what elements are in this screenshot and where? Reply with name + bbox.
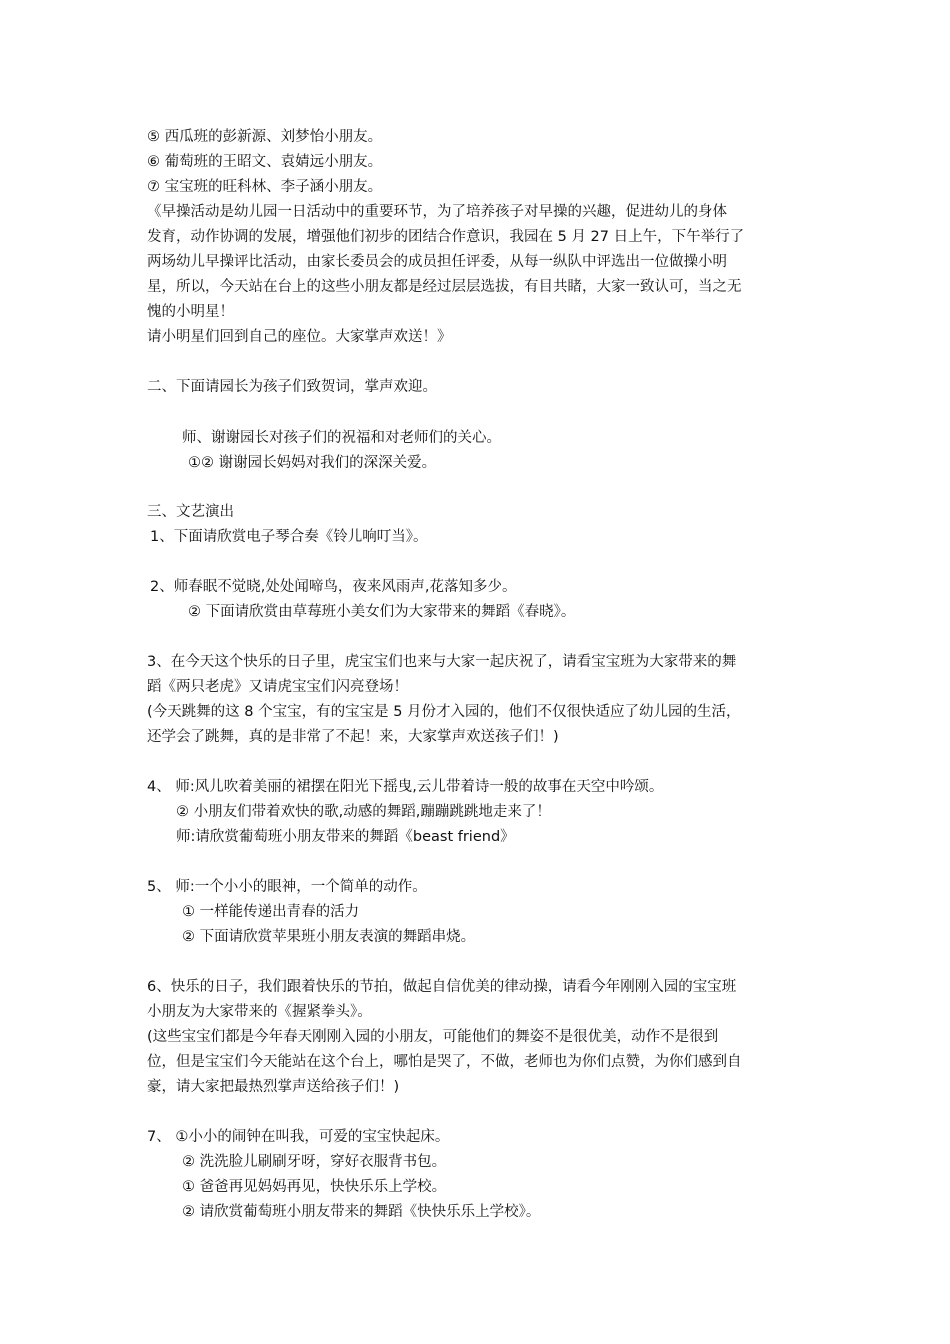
text-line: 愧的小明星！ — [147, 304, 234, 320]
text-line: ⑦ 宝宝班的旺科林、李子涵小朋友。 — [147, 179, 383, 195]
text-line: 豪，请大家把最热烈掌声送给孩子们！) — [147, 1079, 400, 1095]
text-line: 请小明星们回到自己的座位。大家掌声欢送！》 — [147, 329, 452, 345]
text-line: ① 一样能传递出青春的活力 — [182, 904, 360, 920]
text-line: (今天跳舞的这 8 个宝宝，有的宝宝是 5 月份才入园的，他们不仅很快适应了幼儿园的生活， — [147, 704, 741, 720]
text-line: ①② 谢谢园长妈妈对我们的深深关爱。 — [188, 455, 437, 471]
text-line: ② 洗洗脸儿刷刷牙呀，穿好衣服背书包。 — [182, 1154, 447, 1170]
text-line: 《早操活动是幼儿园一日活动中的重要环节，为了培养孩子对早操的兴趣，促进幼儿的身体 — [147, 204, 727, 220]
text-line: ② 下面请欣赏由草莓班小美女们为大家带来的舞蹈《春晓》。 — [188, 604, 576, 620]
text-line: 3、在今天这个快乐的日子里，虎宝宝们也来与大家一起庆祝了，请看宝宝班为大家带来的舞 — [147, 654, 737, 670]
text-line: 5、 师:一个小小的眼神，一个简单的动作。 — [147, 879, 427, 895]
text-line: 星，所以，今天站在台上的这些小朋友都是经过层层选拔，有目共睹，大家一致认可，当之无 — [147, 279, 742, 295]
text-line: 两场幼儿早操评比活动，由家长委员会的成员担任评委，从每一纵队中评选出一位做操小明 — [147, 254, 727, 270]
text-line: ② 下面请欣赏苹果班小朋友表演的舞蹈串烧。 — [182, 929, 476, 945]
text-line: 4、 师:风儿吹着美丽的裙摆在阳光下摇曳,云儿带着诗一般的故事在天空中吟颂。 — [147, 779, 664, 795]
text-line: 位，但是宝宝们今天能站在这个台上，哪怕是哭了，不做，老师也为你们点赞，为你们感到自 — [147, 1054, 742, 1070]
section-heading: 三、文艺演出 — [147, 504, 234, 520]
text-line: 蹈《两只老虎》又请虎宝宝们闪亮登场！ — [147, 679, 408, 695]
text-line: 师、谢谢园长对孩子们的祝福和对老师们的关心。 — [182, 430, 501, 446]
text-line: (这些宝宝们都是今年春天刚刚入园的小朋友，可能他们的舞姿不是很优美，动作不是很到 — [147, 1029, 719, 1045]
text-line: 还学会了跳舞，真的是非常了不起！来，大家掌声欢送孩子们！) — [147, 729, 559, 745]
section-heading: 二、下面请园长为孩子们致贺词，掌声欢迎。 — [147, 379, 437, 395]
text-line: 2、师春眠不觉晓,处处闻啼鸟，夜来风雨声,花落知多少。 — [150, 579, 517, 595]
text-line: 小朋友为大家带来的《握紧拳头》。 — [147, 1004, 372, 1020]
text-line: 发育，动作协调的发展，增强他们初步的团结合作意识，我园在 5 月 27 日上午，下午举行了 — [147, 229, 745, 245]
text-line: ② 请欣赏葡萄班小朋友带来的舞蹈《快快乐乐上学校》。 — [182, 1204, 541, 1220]
text-line: ⑤ 西瓜班的彭新源、刘梦怡小朋友。 — [147, 129, 383, 145]
text-line: ① 爸爸再见妈妈再见，快快乐乐上学校。 — [182, 1179, 447, 1195]
text-line: ② 小朋友们带着欢快的歌,动感的舞蹈,蹦蹦跳跳地走来了！ — [176, 804, 551, 820]
text-line: ⑥ 葡萄班的王昭文、袁婧远小朋友。 — [147, 154, 383, 170]
text-line: 6、快乐的日子，我们跟着快乐的节拍，做起自信优美的律动操，请看今年刚刚入园的宝宝班 — [147, 979, 737, 995]
text-line: 1、下面请欣赏电子琴合奏《铃儿响叮当》。 — [150, 529, 428, 545]
text-line: 7、 ①小小的闹钟在叫我，可爱的宝宝快起床。 — [147, 1129, 450, 1145]
text-line: 师:请欣赏葡萄班小朋友带来的舞蹈《beast friend》 — [176, 829, 515, 845]
